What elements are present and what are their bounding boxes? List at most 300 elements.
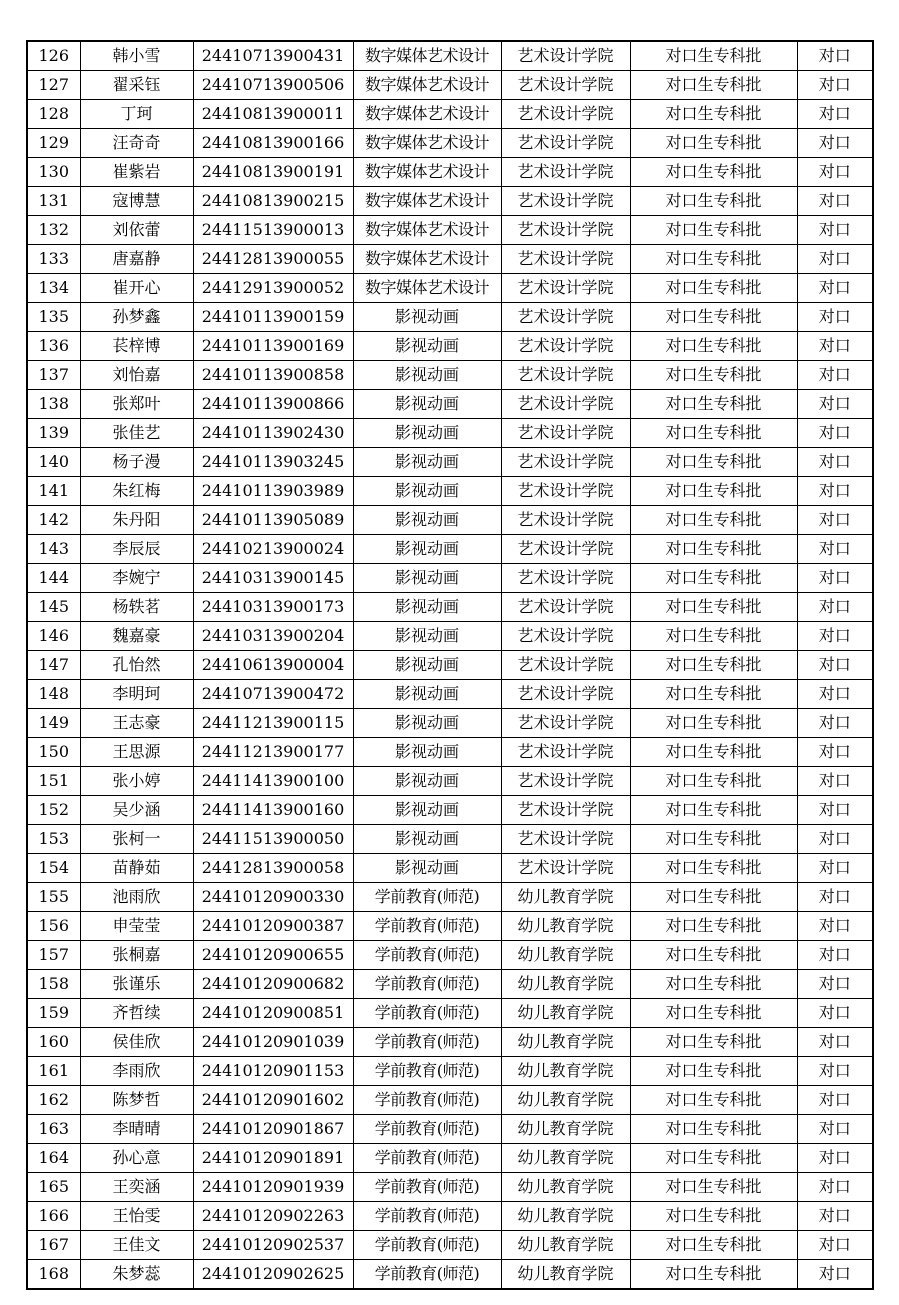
- batch-cell: 对口生专科批: [630, 1231, 797, 1260]
- student-name-cell: 申莹莹: [80, 912, 193, 941]
- student-name-cell: 李婉宁: [80, 564, 193, 593]
- row-number-cell: 162: [27, 1086, 80, 1115]
- batch-cell: 对口生专科批: [630, 129, 797, 158]
- major-cell: 学前教育(师范): [353, 883, 501, 912]
- major-cell: 影视动画: [353, 361, 501, 390]
- table-row: [27, 1086, 873, 1115]
- school-cell: 幼儿教育学院: [501, 912, 630, 941]
- school-cell: 幼儿教育学院: [501, 970, 630, 999]
- type-cell: 对口: [797, 477, 873, 506]
- student-name-cell: 王思源: [80, 738, 193, 767]
- type-cell: 对口: [797, 419, 873, 448]
- table-row: [27, 912, 873, 941]
- exam-id-cell: 24410120902263: [193, 1202, 353, 1231]
- exam-id-cell: 24412913900052: [193, 274, 353, 303]
- exam-id-cell: 24412813900058: [193, 854, 353, 883]
- batch-cell: 对口生专科批: [630, 941, 797, 970]
- row-number-cell: 126: [27, 41, 80, 71]
- exam-id-cell: 24410113900159: [193, 303, 353, 332]
- table-row: [27, 361, 873, 390]
- major-cell: 学前教育(师范): [353, 1260, 501, 1290]
- major-cell: 数字媒体艺术设计: [353, 71, 501, 100]
- table-row: [27, 1028, 873, 1057]
- table-row: [27, 1202, 873, 1231]
- type-cell: 对口: [797, 564, 873, 593]
- type-cell: 对口: [797, 1260, 873, 1290]
- table-row: [27, 506, 873, 535]
- student-name-cell: 苗静茹: [80, 854, 193, 883]
- row-number-cell: 168: [27, 1260, 80, 1290]
- type-cell: 对口: [797, 535, 873, 564]
- roster-body: [27, 41, 873, 1289]
- exam-id-cell: 24410120900330: [193, 883, 353, 912]
- batch-cell: 对口生专科批: [630, 970, 797, 999]
- school-cell: 艺术设计学院: [501, 622, 630, 651]
- major-cell: 数字媒体艺术设计: [353, 245, 501, 274]
- type-cell: 对口: [797, 1057, 873, 1086]
- row-number-cell: 164: [27, 1144, 80, 1173]
- school-cell: 艺术设计学院: [501, 825, 630, 854]
- row-number-cell: 153: [27, 825, 80, 854]
- table-row: [27, 1057, 873, 1086]
- school-cell: 幼儿教育学院: [501, 941, 630, 970]
- exam-id-cell: 24410113903989: [193, 477, 353, 506]
- row-number-cell: 140: [27, 448, 80, 477]
- exam-id-cell: 24410713900506: [193, 71, 353, 100]
- school-cell: 幼儿教育学院: [501, 883, 630, 912]
- table-row: [27, 564, 873, 593]
- batch-cell: 对口生专科批: [630, 390, 797, 419]
- batch-cell: 对口生专科批: [630, 738, 797, 767]
- school-cell: 艺术设计学院: [501, 390, 630, 419]
- row-number-cell: 148: [27, 680, 80, 709]
- batch-cell: 对口生专科批: [630, 361, 797, 390]
- batch-cell: 对口生专科批: [630, 854, 797, 883]
- major-cell: 影视动画: [353, 332, 501, 361]
- type-cell: 对口: [797, 361, 873, 390]
- exam-id-cell: 24410120902537: [193, 1231, 353, 1260]
- table-row: [27, 390, 873, 419]
- major-cell: 影视动画: [353, 535, 501, 564]
- school-cell: 艺术设计学院: [501, 738, 630, 767]
- student-name-cell: 丁珂: [80, 100, 193, 129]
- school-cell: 艺术设计学院: [501, 535, 630, 564]
- student-name-cell: 杨轶茗: [80, 593, 193, 622]
- student-name-cell: 张柯一: [80, 825, 193, 854]
- student-name-cell: 张郑叶: [80, 390, 193, 419]
- table-row: [27, 1115, 873, 1144]
- major-cell: 影视动画: [353, 448, 501, 477]
- batch-cell: 对口生专科批: [630, 825, 797, 854]
- batch-cell: 对口生专科批: [630, 1115, 797, 1144]
- table-row: [27, 1173, 873, 1202]
- type-cell: 对口: [797, 767, 873, 796]
- type-cell: 对口: [797, 651, 873, 680]
- major-cell: 数字媒体艺术设计: [353, 100, 501, 129]
- school-cell: 幼儿教育学院: [501, 1057, 630, 1086]
- student-name-cell: 李雨欣: [80, 1057, 193, 1086]
- school-cell: 艺术设计学院: [501, 680, 630, 709]
- student-name-cell: 王志豪: [80, 709, 193, 738]
- type-cell: 对口: [797, 448, 873, 477]
- type-cell: 对口: [797, 912, 873, 941]
- student-name-cell: 吴少涵: [80, 796, 193, 825]
- type-cell: 对口: [797, 390, 873, 419]
- exam-id-cell: 24410120901153: [193, 1057, 353, 1086]
- major-cell: 影视动画: [353, 593, 501, 622]
- type-cell: 对口: [797, 187, 873, 216]
- school-cell: 幼儿教育学院: [501, 1115, 630, 1144]
- type-cell: 对口: [797, 999, 873, 1028]
- exam-id-cell: 24410213900024: [193, 535, 353, 564]
- school-cell: 艺术设计学院: [501, 593, 630, 622]
- exam-id-cell: 24410713900431: [193, 41, 353, 71]
- major-cell: 数字媒体艺术设计: [353, 216, 501, 245]
- school-cell: 艺术设计学院: [501, 303, 630, 332]
- type-cell: 对口: [797, 1173, 873, 1202]
- table-row: [27, 825, 873, 854]
- student-name-cell: 刘怡嘉: [80, 361, 193, 390]
- exam-id-cell: 24410813900166: [193, 129, 353, 158]
- school-cell: 艺术设计学院: [501, 477, 630, 506]
- table-row: [27, 883, 873, 912]
- type-cell: 对口: [797, 41, 873, 71]
- student-name-cell: 李辰辰: [80, 535, 193, 564]
- batch-cell: 对口生专科批: [630, 41, 797, 71]
- batch-cell: 对口生专科批: [630, 1260, 797, 1290]
- type-cell: 对口: [797, 941, 873, 970]
- major-cell: 影视动画: [353, 564, 501, 593]
- batch-cell: 对口生专科批: [630, 796, 797, 825]
- batch-cell: 对口生专科批: [630, 622, 797, 651]
- row-number-cell: 146: [27, 622, 80, 651]
- batch-cell: 对口生专科批: [630, 651, 797, 680]
- batch-cell: 对口生专科批: [630, 1144, 797, 1173]
- exam-id-cell: 24410120901891: [193, 1144, 353, 1173]
- type-cell: 对口: [797, 216, 873, 245]
- student-name-cell: 汪奇奇: [80, 129, 193, 158]
- school-cell: 艺术设计学院: [501, 709, 630, 738]
- major-cell: 学前教育(师范): [353, 1173, 501, 1202]
- exam-id-cell: 24411213900115: [193, 709, 353, 738]
- table-row: [27, 187, 873, 216]
- major-cell: 影视动画: [353, 680, 501, 709]
- school-cell: 艺术设计学院: [501, 41, 630, 71]
- type-cell: 对口: [797, 1144, 873, 1173]
- table-row: [27, 100, 873, 129]
- major-cell: 影视动画: [353, 477, 501, 506]
- row-number-cell: 128: [27, 100, 80, 129]
- row-number-cell: 167: [27, 1231, 80, 1260]
- student-name-cell: 孙心意: [80, 1144, 193, 1173]
- student-name-cell: 池雨欣: [80, 883, 193, 912]
- row-number-cell: 144: [27, 564, 80, 593]
- batch-cell: 对口生专科批: [630, 332, 797, 361]
- student-name-cell: 崔开心: [80, 274, 193, 303]
- school-cell: 艺术设计学院: [501, 187, 630, 216]
- exam-id-cell: 24411413900160: [193, 796, 353, 825]
- batch-cell: 对口生专科批: [630, 448, 797, 477]
- student-name-cell: 齐哲续: [80, 999, 193, 1028]
- row-number-cell: 142: [27, 506, 80, 535]
- major-cell: 数字媒体艺术设计: [353, 158, 501, 187]
- type-cell: 对口: [797, 680, 873, 709]
- student-name-cell: 杨子漫: [80, 448, 193, 477]
- table-row: [27, 332, 873, 361]
- table-row: [27, 854, 873, 883]
- table-row: [27, 1231, 873, 1260]
- row-number-cell: 138: [27, 390, 80, 419]
- major-cell: 学前教育(师范): [353, 941, 501, 970]
- exam-id-cell: 24410120900387: [193, 912, 353, 941]
- student-name-cell: 朱丹阳: [80, 506, 193, 535]
- school-cell: 艺术设计学院: [501, 854, 630, 883]
- exam-id-cell: 24411213900177: [193, 738, 353, 767]
- row-number-cell: 127: [27, 71, 80, 100]
- student-name-cell: 王奕涵: [80, 1173, 193, 1202]
- row-number-cell: 139: [27, 419, 80, 448]
- student-name-cell: 寇博慧: [80, 187, 193, 216]
- table-row: [27, 129, 873, 158]
- table-row: [27, 622, 873, 651]
- exam-id-cell: 24410120900655: [193, 941, 353, 970]
- row-number-cell: 163: [27, 1115, 80, 1144]
- exam-id-cell: 24410120901939: [193, 1173, 353, 1202]
- school-cell: 幼儿教育学院: [501, 1028, 630, 1057]
- exam-id-cell: 24411513900013: [193, 216, 353, 245]
- major-cell: 学前教育(师范): [353, 999, 501, 1028]
- row-number-cell: 160: [27, 1028, 80, 1057]
- batch-cell: 对口生专科批: [630, 593, 797, 622]
- student-name-cell: 陈梦哲: [80, 1086, 193, 1115]
- school-cell: 幼儿教育学院: [501, 1144, 630, 1173]
- row-number-cell: 161: [27, 1057, 80, 1086]
- major-cell: 数字媒体艺术设计: [353, 129, 501, 158]
- major-cell: 影视动画: [353, 738, 501, 767]
- student-name-cell: 翟采钰: [80, 71, 193, 100]
- major-cell: 影视动画: [353, 390, 501, 419]
- type-cell: 对口: [797, 709, 873, 738]
- row-number-cell: 135: [27, 303, 80, 332]
- batch-cell: 对口生专科批: [630, 564, 797, 593]
- batch-cell: 对口生专科批: [630, 274, 797, 303]
- batch-cell: 对口生专科批: [630, 1202, 797, 1231]
- major-cell: 学前教育(师范): [353, 1086, 501, 1115]
- school-cell: 艺术设计学院: [501, 158, 630, 187]
- row-number-cell: 149: [27, 709, 80, 738]
- exam-id-cell: 24412813900055: [193, 245, 353, 274]
- batch-cell: 对口生专科批: [630, 999, 797, 1028]
- type-cell: 对口: [797, 796, 873, 825]
- student-name-cell: 魏嘉豪: [80, 622, 193, 651]
- exam-id-cell: 24410813900215: [193, 187, 353, 216]
- table-row: [27, 593, 873, 622]
- row-number-cell: 131: [27, 187, 80, 216]
- table-row: [27, 216, 873, 245]
- exam-id-cell: 24410120901867: [193, 1115, 353, 1144]
- student-name-cell: 崔紫岩: [80, 158, 193, 187]
- type-cell: 对口: [797, 1086, 873, 1115]
- type-cell: 对口: [797, 825, 873, 854]
- school-cell: 艺术设计学院: [501, 564, 630, 593]
- table-row: [27, 477, 873, 506]
- school-cell: 艺术设计学院: [501, 651, 630, 680]
- type-cell: 对口: [797, 1231, 873, 1260]
- batch-cell: 对口生专科批: [630, 506, 797, 535]
- row-number-cell: 154: [27, 854, 80, 883]
- exam-id-cell: 24410713900472: [193, 680, 353, 709]
- row-number-cell: 151: [27, 767, 80, 796]
- school-cell: 艺术设计学院: [501, 274, 630, 303]
- exam-id-cell: 24410313900145: [193, 564, 353, 593]
- school-cell: 艺术设计学院: [501, 419, 630, 448]
- school-cell: 艺术设计学院: [501, 245, 630, 274]
- exam-id-cell: 24410813900011: [193, 100, 353, 129]
- school-cell: 幼儿教育学院: [501, 1202, 630, 1231]
- row-number-cell: 143: [27, 535, 80, 564]
- table-row: [27, 245, 873, 274]
- type-cell: 对口: [797, 883, 873, 912]
- type-cell: 对口: [797, 245, 873, 274]
- row-number-cell: 155: [27, 883, 80, 912]
- major-cell: 影视动画: [353, 622, 501, 651]
- student-name-cell: 王佳文: [80, 1231, 193, 1260]
- batch-cell: 对口生专科批: [630, 216, 797, 245]
- batch-cell: 对口生专科批: [630, 158, 797, 187]
- major-cell: 影视动画: [353, 419, 501, 448]
- table-row: [27, 274, 873, 303]
- table-row: [27, 1260, 873, 1290]
- exam-id-cell: 24410313900204: [193, 622, 353, 651]
- exam-id-cell: 24410113900169: [193, 332, 353, 361]
- row-number-cell: 137: [27, 361, 80, 390]
- type-cell: 对口: [797, 593, 873, 622]
- exam-id-cell: 24410313900173: [193, 593, 353, 622]
- row-number-cell: 132: [27, 216, 80, 245]
- type-cell: 对口: [797, 1115, 873, 1144]
- school-cell: 艺术设计学院: [501, 129, 630, 158]
- major-cell: 影视动画: [353, 651, 501, 680]
- major-cell: 影视动画: [353, 854, 501, 883]
- major-cell: 学前教育(师范): [353, 1057, 501, 1086]
- batch-cell: 对口生专科批: [630, 883, 797, 912]
- table-row: [27, 738, 873, 767]
- row-number-cell: 134: [27, 274, 80, 303]
- student-name-cell: 李晴晴: [80, 1115, 193, 1144]
- exam-id-cell: 24410113903245: [193, 448, 353, 477]
- school-cell: 幼儿教育学院: [501, 1173, 630, 1202]
- major-cell: 影视动画: [353, 506, 501, 535]
- batch-cell: 对口生专科批: [630, 1173, 797, 1202]
- type-cell: 对口: [797, 738, 873, 767]
- major-cell: 学前教育(师范): [353, 970, 501, 999]
- row-number-cell: 130: [27, 158, 80, 187]
- exam-id-cell: 24410120901039: [193, 1028, 353, 1057]
- student-name-cell: 苌梓博: [80, 332, 193, 361]
- table-row: [27, 419, 873, 448]
- type-cell: 对口: [797, 506, 873, 535]
- row-number-cell: 136: [27, 332, 80, 361]
- student-name-cell: 张小婷: [80, 767, 193, 796]
- type-cell: 对口: [797, 854, 873, 883]
- batch-cell: 对口生专科批: [630, 303, 797, 332]
- exam-id-cell: 24410120900682: [193, 970, 353, 999]
- table-row: [27, 941, 873, 970]
- row-number-cell: 166: [27, 1202, 80, 1231]
- table-row: [27, 651, 873, 680]
- admission-roster-table: [26, 40, 874, 1290]
- major-cell: 学前教育(师范): [353, 912, 501, 941]
- school-cell: 幼儿教育学院: [501, 1086, 630, 1115]
- student-name-cell: 张谨乐: [80, 970, 193, 999]
- type-cell: 对口: [797, 100, 873, 129]
- school-cell: 幼儿教育学院: [501, 1231, 630, 1260]
- batch-cell: 对口生专科批: [630, 187, 797, 216]
- row-number-cell: 129: [27, 129, 80, 158]
- table-row: [27, 796, 873, 825]
- exam-id-cell: 24411513900050: [193, 825, 353, 854]
- major-cell: 学前教育(师范): [353, 1144, 501, 1173]
- major-cell: 影视动画: [353, 825, 501, 854]
- school-cell: 幼儿教育学院: [501, 999, 630, 1028]
- table-row: [27, 709, 873, 738]
- school-cell: 艺术设计学院: [501, 100, 630, 129]
- exam-id-cell: 24410113900866: [193, 390, 353, 419]
- table-row: [27, 41, 873, 71]
- row-number-cell: 159: [27, 999, 80, 1028]
- student-name-cell: 刘依蕾: [80, 216, 193, 245]
- student-name-cell: 李明珂: [80, 680, 193, 709]
- batch-cell: 对口生专科批: [630, 1028, 797, 1057]
- exam-id-cell: 24410813900191: [193, 158, 353, 187]
- school-cell: 艺术设计学院: [501, 216, 630, 245]
- batch-cell: 对口生专科批: [630, 912, 797, 941]
- batch-cell: 对口生专科批: [630, 477, 797, 506]
- row-number-cell: 157: [27, 941, 80, 970]
- major-cell: 数字媒体艺术设计: [353, 187, 501, 216]
- type-cell: 对口: [797, 303, 873, 332]
- table-row: [27, 1144, 873, 1173]
- batch-cell: 对口生专科批: [630, 1086, 797, 1115]
- school-cell: 艺术设计学院: [501, 796, 630, 825]
- batch-cell: 对口生专科批: [630, 1057, 797, 1086]
- row-number-cell: 133: [27, 245, 80, 274]
- student-name-cell: 唐嘉静: [80, 245, 193, 274]
- batch-cell: 对口生专科批: [630, 680, 797, 709]
- row-number-cell: 150: [27, 738, 80, 767]
- table-row: [27, 970, 873, 999]
- school-cell: 艺术设计学院: [501, 361, 630, 390]
- table-row: [27, 448, 873, 477]
- row-number-cell: 147: [27, 651, 80, 680]
- type-cell: 对口: [797, 970, 873, 999]
- student-name-cell: 韩小雪: [80, 41, 193, 71]
- exam-id-cell: 24410120900851: [193, 999, 353, 1028]
- major-cell: 数字媒体艺术设计: [353, 274, 501, 303]
- student-name-cell: 张桐嘉: [80, 941, 193, 970]
- type-cell: 对口: [797, 71, 873, 100]
- major-cell: 影视动画: [353, 303, 501, 332]
- batch-cell: 对口生专科批: [630, 71, 797, 100]
- school-cell: 艺术设计学院: [501, 767, 630, 796]
- batch-cell: 对口生专科批: [630, 245, 797, 274]
- major-cell: 学前教育(师范): [353, 1028, 501, 1057]
- type-cell: 对口: [797, 622, 873, 651]
- exam-id-cell: 24410613900004: [193, 651, 353, 680]
- table-row: [27, 71, 873, 100]
- exam-id-cell: 24411413900100: [193, 767, 353, 796]
- major-cell: 学前教育(师范): [353, 1115, 501, 1144]
